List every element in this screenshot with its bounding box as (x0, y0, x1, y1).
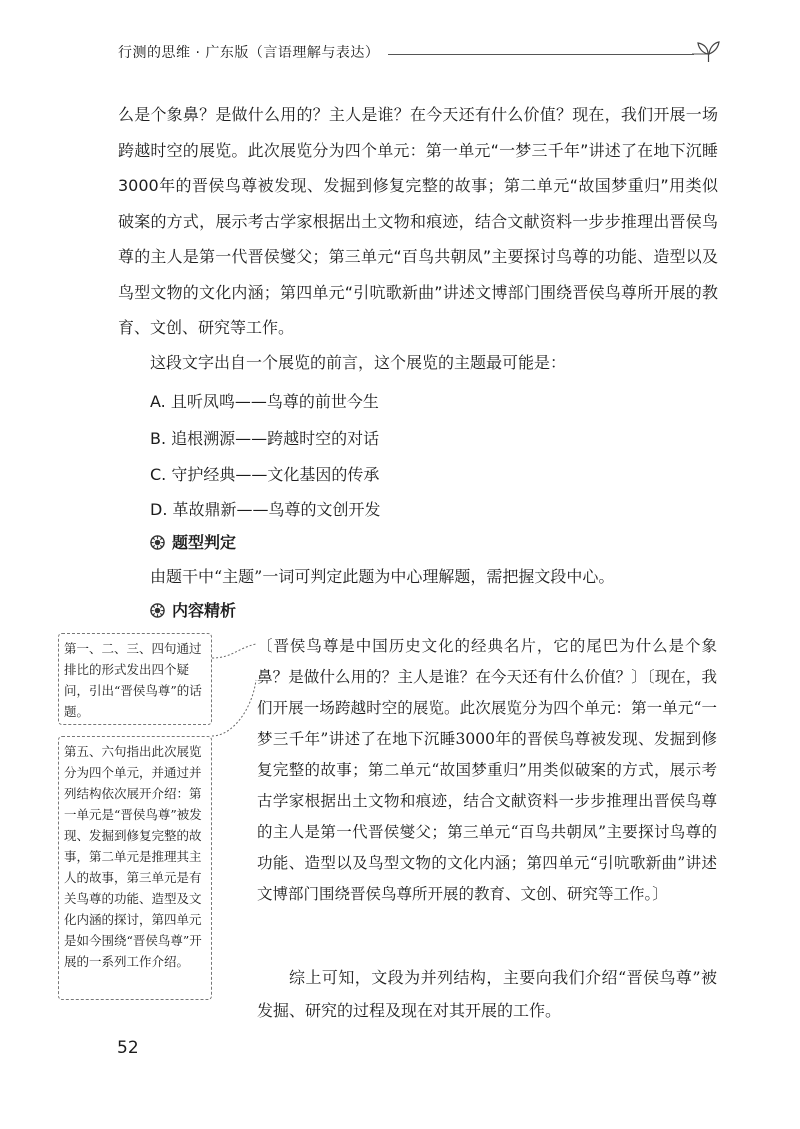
passage-text: 么是个象鼻？是做什么用的？主人是谁？在今天还有什么价值？现在，我们开展一场跨越时空的展览。此次展览分为四个单元：第一单元“一梦三千年”讲述了在地下沉睡3000年的晋侯鸟尊被发现、发掘到修复完整的故事；第二单元“故国梦重归”用类似破案的方式，展示考古学家根据出土文物和痕迹，结合文献资料一步步推理出晋侯鸟尊的主人是第一代晋侯燮父；第三单元“百鸟共朝凤”主要探讨鸟尊的功能、造型以及鸟型文物的文化内涵；第四单元“引吭歌新曲”讲述文博部门围绕晋侯鸟尊所开展的教育、文创、研究等工作。 (118, 105, 718, 337)
note-connector (212, 630, 262, 740)
option-c: C. 守护经典——文化基因的传承 (150, 465, 380, 484)
side-note-1: 第一、二、三、四句通过排比的形式发出四个疑问，引出“晋侯鸟尊”的话题。 (58, 633, 212, 725)
analysis-part-1: 〔晋侯鸟尊是中国历史文化的经典名片，它的尾巴为什么是个象鼻？是做什么用的？主人是谁？在今天还有什么价值？〕 (257, 637, 717, 686)
analysis-summary: 综上可知，文段为并列结构，主要向我们介绍“晋侯鸟尊”被发掘、研究的过程及现在对其开展的工作。 (257, 968, 717, 1020)
header-rule (388, 54, 694, 55)
type-judgement-text: 由题干中“主题”一词可判定此题为中心理解题，需把握文段中心。 (150, 567, 615, 586)
flower-icon (150, 603, 165, 618)
option-a: A. 且听凤鸣——鸟尊的前世今生 (150, 392, 379, 411)
sprout-icon (690, 38, 720, 64)
question-stem: 这段文字出自一个展览的前言，这个展览的主题最可能是： (150, 353, 567, 372)
section-content-analysis (150, 598, 236, 621)
side-note-2: 第五、六句指出此次展览分为四个单元，并通过并列结构依次展开介绍：第一单元是“晋侯鸟尊”被发现、发掘到修复完整的故事，第二单元是推理其主人的故事，第三单元是有关鸟尊的功能、造型及文化内涵的探讨，第四单元是如今围绕“晋侯鸟尊”开展的一系列工作介绍。 (58, 736, 212, 1000)
option-b: B. 追根溯源——跨越时空的对话 (150, 429, 380, 448)
content-analysis-text (257, 631, 717, 910)
running-header (118, 38, 718, 68)
option-d: D. 革故鼎新——鸟尊的文创开发 (150, 500, 381, 519)
section-label-type: 题型判定 (172, 533, 237, 552)
flower-icon (150, 535, 165, 550)
book-title: 行测的思维 · 广东版（言语理解与表达） (118, 45, 380, 61)
analysis-part-2: 〔现在，我们开展一场跨越时空的展览。此次展览分为四个单元：第一单元“一梦三千年”讲述了在地下沉睡3000年的晋侯鸟尊被发现、发掘到修复完整的故事；第二单元“故国梦重归”用类似破案的方式，展示考古学家根据出土文物和痕迹，结合文献资料一步步推理出晋侯鸟尊的主人是第一代晋侯燮父；第三单元“百鸟共朝凤”主要探讨鸟尊的功能、造型以及鸟型文物的文化内涵；第四单元“引吭歌新曲”讲述文博部门围绕晋侯鸟尊所开展的教育、文创、研究等工作。〕 (257, 668, 717, 903)
section-label-analysis: 内容精析 (172, 601, 237, 620)
page-number: 52 (117, 1038, 139, 1058)
section-type-judgement (150, 530, 236, 553)
